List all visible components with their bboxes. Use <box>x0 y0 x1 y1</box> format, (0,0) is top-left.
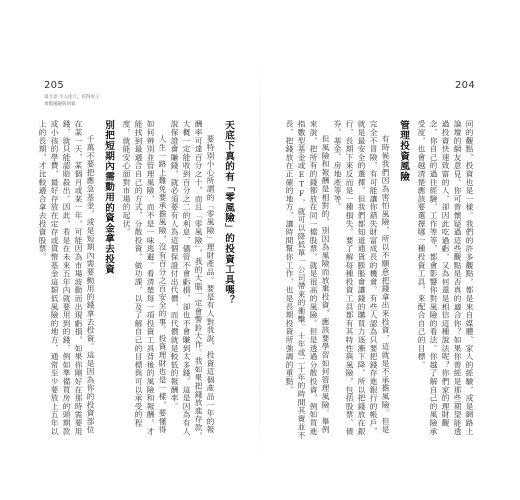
body-paragraph: 人生一路上難免要承擔風險，沒有百分之百安全的事。投資理財也是一樣，要懂得如何辨別並管理風險，而不是一味逃避。看清楚每一項投資工具背後的風險和報酬，才能找到最適合自己的方式，分散投資，做功課，以及了解自己的目標與可以承受的程度，就能安心面對市場的起伏。 <box>122 120 167 436</box>
page-gutter <box>259 60 260 460</box>
body-paragraph: 千萬不要把應急基金，或是短期內需要動用的錢拿去投資。這是因為你的投資部位在某一天，某個月或某一年，可能因為市場波動而出現虧損，如果你剛好在那時需要用錢，就只能認賠殺出。因此，若是在未來五年內就要用到的錢，例如準備買房的頭期款或小孩的學費，最好存放在定存或貨幣基金這類低風險的地方，通常至少要放上五年以上的長期，才比較適合拿去投資股票。 <box>38 120 95 436</box>
page-number-right: 204 <box>455 80 475 91</box>
section-heading: 天底下真的有「零風險」的投資工具嗎？ <box>223 120 234 306</box>
running-head-section: 承擔風險與回報 <box>44 102 76 107</box>
left-page-body <box>38 120 240 440</box>
body-paragraph: 但風險和報酬是相對的，別因為風險而放棄投資，應該要學習如何管理風險。舉例來說，把所有的錢都放在同一檔股票，就是很高的風險。但是透過分散投資，例如買進指數型基金或ETF，就可以降低單一公司帶來的衝擊。十年或二十年的時間其實並不長，把錢放在正確的地方，讓時間幫你工作，也是長期投資所強調的重點。 <box>285 120 330 440</box>
body-paragraph: 有時候我們因為害怕風險，所以不願意把錢拿出來投資，這就是不承擔風險。但是完全不冒險，有可能讓你錯失財富成長的機會。有些人認為只要把錢存進銀行的帳戶，就是最安全的選擇。但我們都知道通貨膨脹會讓錢的購買力逐漸下降，所以把錢放在銀行，長期下來反而是一種損失。要了解每種投資工具都有其特性與風險，包括股票、債券、基金、房地產等等。 <box>333 120 390 436</box>
section-heading: 管理投資風險 <box>398 120 409 182</box>
right-page-body <box>285 120 475 440</box>
section-heading: 別把短期內需動用的資金拿去投資 <box>103 120 114 275</box>
page-number-left: 205 <box>44 80 64 91</box>
running-head-chapter: 第九章 不入虎穴，焉得虎子 <box>44 95 100 100</box>
body-paragraph: 同的觀點，投資也是一樣。我們的許多觀點，都是來自媒體、家人的經驗，或是網路上論壇的網友意見。你可曾懷疑過這些觀點是否真的適合你？如果你曾經是那些期望能透過投資快速致富的人，卻因此吃過虧，又為何還是相信這種說法呢？你們家的理財觀念，你自己的過往經驗，工作等等，都會影響你對風險的看法。你越了解自己的風險承受度，也會越清楚應該要選擇哪一種投資工具，來配合自己的目標。 <box>417 120 474 436</box>
body-paragraph: 要特別小心所謂的「零風險」理財產品。要是有人對我說，投資這個產品一年的報酬率可達百分之十，而且「零風險」，我的大腦一定會警鈴大作。我如果把錢放進存款，大概一定能收到百分之二的利息，儘管不會虧損，卻也不會賺到太多錢。這是因為有人說保證會賺錢，就必須要有人為這個保證付出代價，而代價就是較低的報酬率。 <box>170 120 215 440</box>
